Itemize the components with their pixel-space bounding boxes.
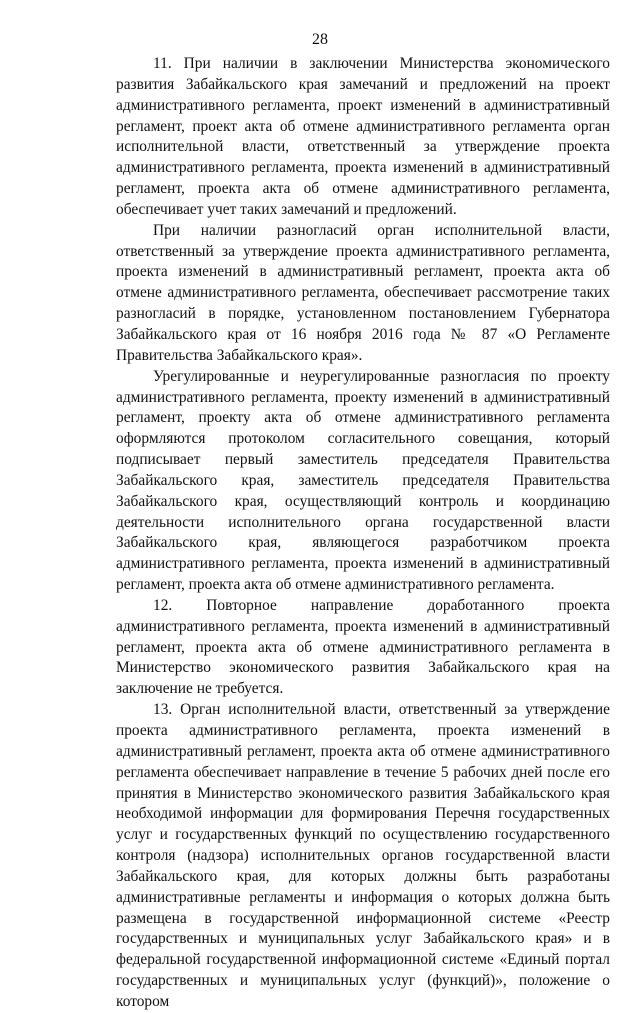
document-body bbox=[116, 54, 610, 1013]
paragraph-13: 13. Орган исполнительной власти, ответственный за утверждение проекта административного регламента, проекта изменений в административный регламент, проекта акта об отмене административного регламента обеспечивает направление в течение 5 рабочих дней после его принятия в Министерство экономического развития Забайкальского края необходимой информации для формирования Перечня государственных услуг и государственных функций по осуществлению государственного контроля (надзора) исполнительных органов государственной власти Забайкальского края, для которых должны быть разработаны административные регламенты и информация о которых должна быть размещена в государственной информационной системе «Реестр государственных и муниципальных услуг Забайкальского края» и в федеральной государственной информационной системе «Единый портал государственных и муниципальных услуг (функций)», положение о котором bbox=[116, 701, 610, 1010]
paragraph-disagreements: При наличии разногласий орган исполнительной власти, ответственный за утверждение проекта административного регламента, проекта изменений в административный регламент, проекта акта об отмене административного регламента, обеспечивает рассмотрение таких разногласий в порядке, установленном постановлением Губернатора Забайкальского края от 16 ноября 2016 года № 87 «О Регламенте Правительства Забайкальского края». bbox=[116, 221, 610, 364]
page-number: 28 bbox=[312, 31, 328, 48]
paragraph-11: 11. При наличии в заключении Министерства экономического развития Забайкальского края замечаний и предложений на проект административного регламента, проект изменений в административный регламент, проект акта об отмене административного регламента орган исполнительной власти, ответственный за утверждение проекта административного регламента, проекта изменений в административный регламент, проекта акта об отмене административного регламента, обеспечивает учет таких замечаний и предложений. bbox=[116, 55, 610, 218]
paragraph-protocol: Урегулированные и неурегулированные разногласия по проекту административного регламента, проекту изменений в административный регламент, проекту акта об отмене административного регламента оформляются протоколом согласительного совещания, который подписывает первый заместитель председателя Правительства Забайкальского края, заместитель председателя Правительства Забайкальского края, осуществляющий контроль и координацию деятельности исполнительного органа государственной власти Забайкальского края, являющегося разработчиком проекта административного регламента, проекта изменений в административный регламент, проекта акта об отмене административного регламента. bbox=[116, 367, 610, 594]
paragraph-12: 12. Повторное направление доработанного проекта административного регламента, проекта изменений в административный регламент, проекта акта об отмене административного регламента в Министерство экономического развития Забайкальского края на заключение не требуется. bbox=[116, 596, 610, 698]
